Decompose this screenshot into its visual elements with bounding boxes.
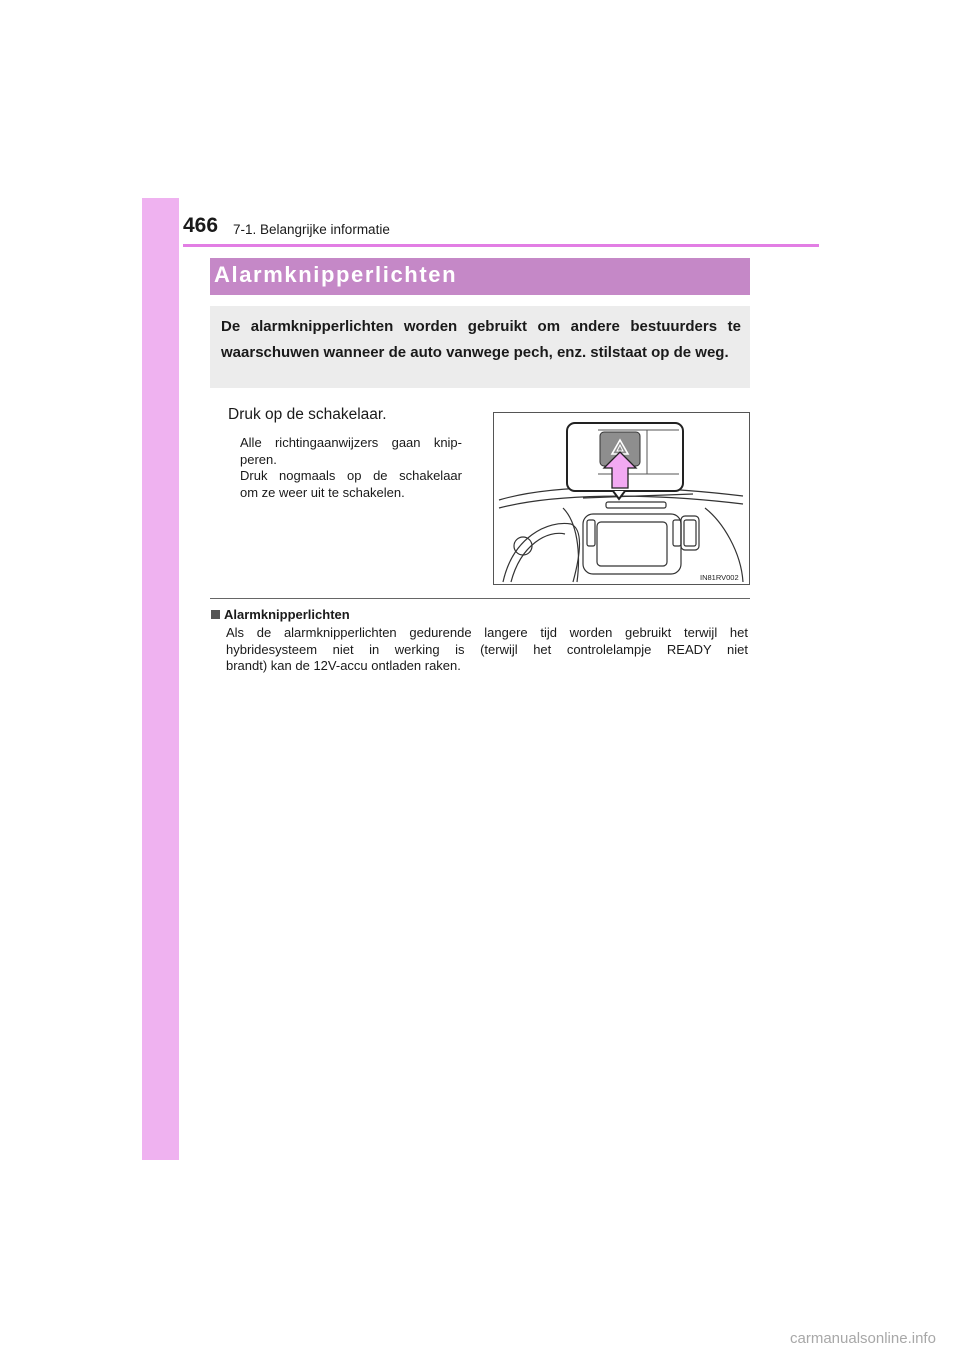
header-rule	[183, 244, 819, 247]
square-bullet-icon	[211, 610, 220, 619]
step-instruction: Druk op de schakelaar.	[228, 406, 387, 423]
figure-code: IN81RV002	[700, 573, 739, 582]
chapter-title: 7-1. Belangrijke informatie	[233, 222, 390, 237]
step-detail-line: Druk nogmaals op de schakelaar	[240, 468, 462, 483]
dashboard-illustration	[493, 412, 750, 585]
step-detail-line: Alle richtingaanwijzers gaan knip-	[240, 435, 462, 450]
note-line: brandt) kan de 12V-accu ontladen raken.	[226, 658, 461, 673]
step-detail-line: peren.	[240, 451, 277, 467]
intro-box	[210, 306, 750, 388]
section-title-bar	[210, 258, 750, 295]
step-detail-line: om ze weer uit te schakelen.	[240, 484, 405, 500]
watermark: carmanualsonline.info	[790, 1330, 936, 1347]
chapter-side-tab	[142, 198, 179, 1160]
note-heading-text: Alarmknipperlichten	[224, 607, 350, 622]
note-heading	[211, 607, 350, 622]
step-detail	[240, 435, 462, 501]
intro-text: De alarmknipperlichten worden gebruikt om andere bestuurders te waarschuwen wanneer de auto vanwege pech, enz. stilstaat op de weg.	[221, 318, 741, 361]
note-line: hybridesysteem niet in werking is (terwijl het controlelampje READY niet	[226, 641, 748, 657]
note-line: Als de alarmknipperlichten gedurende langere tijd worden gebruikt terwijl het	[226, 625, 748, 640]
page-number: 466	[183, 214, 219, 237]
section-divider	[210, 598, 750, 599]
section-title: Alarmknipperlichten	[214, 262, 458, 287]
note-body	[226, 625, 748, 675]
